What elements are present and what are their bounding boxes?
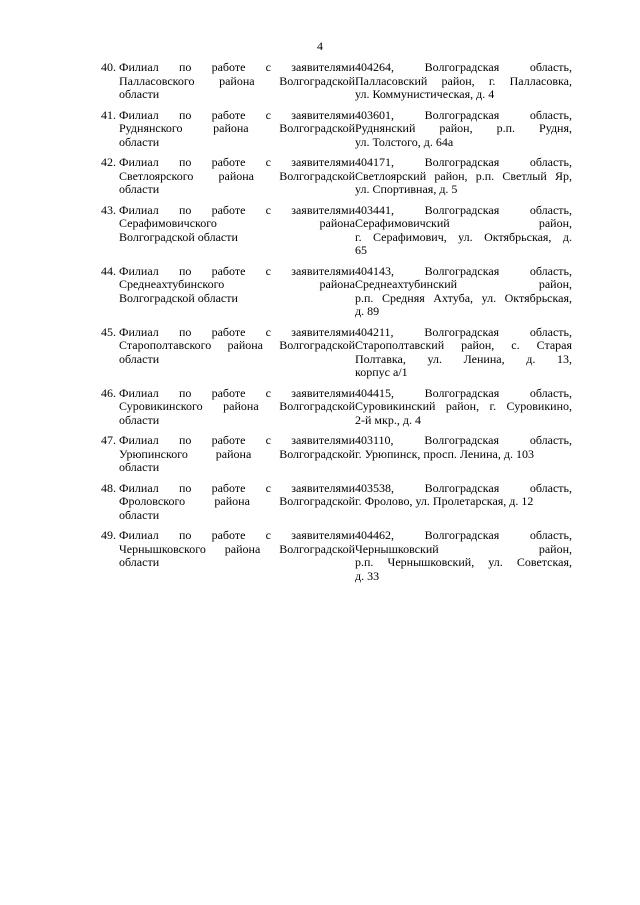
item-number: 41.: [101, 107, 116, 122]
item-number: 44.: [101, 263, 116, 278]
branch-address-line: г. Фролово, ул. Пролетарская, д. 12: [355, 495, 534, 508]
list-item: [84, 156, 574, 197]
branch-address-line: 403110, Волгоградская область,: [355, 434, 572, 447]
list-item: [84, 204, 574, 258]
branch-name-line: Филиал по работе с заявителями: [119, 529, 355, 542]
page-number: 4: [317, 39, 323, 53]
branch-name-line: области: [119, 556, 160, 569]
branch-address: [355, 387, 572, 428]
branch-address: [355, 109, 572, 150]
list-item: [84, 326, 574, 380]
branch-address-line: 404415, Волгоградская область,: [355, 386, 572, 400]
branch-address-line: 403538, Волгоградская область,: [355, 481, 572, 495]
branch-address-line: 403601, Волгоградская область,: [355, 108, 572, 122]
branch-address-line: 404462, Волгоградская область,: [355, 529, 572, 542]
branch-name-line: области: [119, 508, 160, 522]
branch-list: [84, 61, 574, 590]
branch-address-line: ул. Толстого, д. 64а: [355, 135, 454, 149]
branch-name-line: Старополтавского района Волгоградской: [119, 339, 355, 352]
branch-name-line: области: [119, 461, 160, 474]
branch-name-line: Светлоярского района Волгоградской: [119, 169, 355, 183]
item-number: 42.: [101, 155, 116, 169]
branch-name-line: Филиал по работе с заявителями: [119, 203, 355, 217]
branch-address-line: д. 89: [355, 305, 380, 318]
branch-address: [355, 265, 572, 319]
branch-address-line: 2-й мкр., д. 4: [355, 413, 421, 427]
branch-address-line: Светлоярский район, р.п. Светлый Яр,: [355, 169, 572, 183]
branch-address: [355, 204, 572, 258]
list-item: [84, 265, 574, 319]
branch-address-line: 404143, Волгоградская область,: [355, 264, 572, 278]
branch-address-line: 403441, Волгоградская область,: [355, 203, 572, 217]
branch-address: [355, 482, 572, 523]
branch-name: [119, 482, 355, 523]
branch-address-line: Палласовский район, г. Палласовка,: [355, 74, 572, 88]
branch-name-line: Фроловского района Волгоградской: [119, 495, 355, 508]
branch-address-line: 65: [355, 244, 367, 257]
branch-name-line: Филиал по работе с заявителями: [119, 481, 355, 495]
list-item: [84, 434, 574, 475]
item-number: 40.: [101, 60, 116, 74]
list-item: [84, 529, 574, 583]
branch-address-line: г. Серафимович, ул. Октябрьская, д.: [355, 230, 572, 244]
branch-name: [119, 204, 355, 258]
branch-name-line: Волгоградской области: [119, 230, 238, 244]
branch-address: [355, 61, 572, 102]
branch-address-line: 404211, Волгоградская область,: [355, 325, 572, 339]
branch-name: [119, 326, 355, 380]
branch-name: [119, 387, 355, 428]
branch-name: [119, 265, 355, 319]
item-number: 46.: [101, 385, 116, 400]
branch-name-line: области: [119, 135, 160, 149]
branch-address-line: Полтавка, ул. Ленина, д. 13,: [355, 352, 572, 366]
branch-name-line: области: [119, 352, 160, 366]
branch-name-line: Филиал по работе с заявителями: [119, 108, 355, 122]
branch-name-line: Палласовского района Волгоградской: [119, 74, 355, 88]
branch-address-line: корпус а/1: [355, 366, 408, 379]
branch-name-line: Урюпинского района Волгоградской: [119, 447, 355, 461]
list-item: [84, 387, 574, 428]
item-number: 45.: [101, 324, 116, 339]
item-number: 48.: [101, 480, 116, 495]
branch-name: [119, 529, 355, 583]
branch-name: [119, 434, 355, 475]
branch-name-line: Филиал по работе с заявителями: [119, 325, 355, 339]
item-number: 43.: [101, 202, 116, 217]
branch-address-line: ул. Коммунистическая, д. 4: [355, 88, 495, 101]
branch-address: [355, 529, 572, 583]
branch-address-line: Суровикинский район, г. Суровикино,: [355, 400, 572, 413]
branch-name: [119, 61, 355, 102]
list-item: [84, 61, 574, 102]
branch-address-line: г. Урюпинск, просп. Ленина, д. 103: [355, 447, 534, 461]
branch-name-line: Среднеахтубинского района: [119, 278, 355, 291]
branch-address-line: д. 33: [355, 569, 380, 583]
branch-address-line: Серафимовичский район,: [355, 217, 572, 230]
branch-name: [119, 109, 355, 150]
list-item: [84, 482, 574, 523]
item-number: 49.: [101, 528, 116, 542]
branch-name-line: Филиал по работе с заявителями: [119, 434, 355, 447]
branch-address-line: Руднянский район, р.п. Рудня,: [355, 122, 572, 135]
branch-name-line: Чернышковского района Волгоградской: [119, 542, 355, 556]
branch-name-line: Филиал по работе с заявителями: [119, 61, 355, 74]
branch-address-line: Старополтавский район, с. Старая: [355, 339, 572, 352]
branch-address-line: р.п. Чернышковский, ул. Советская,: [355, 556, 572, 569]
list-item: [84, 109, 574, 150]
branch-address-line: Чернышковский район,: [355, 542, 572, 556]
branch-address-line: 404264, Волгоградская область,: [355, 61, 572, 74]
branch-name-line: Филиал по работе с заявителями: [119, 264, 355, 278]
branch-name-line: Серафимовичского района: [119, 217, 355, 230]
branch-address-line: 404171, Волгоградская область,: [355, 156, 572, 169]
branch-address-line: ул. Спортивная, д. 5: [355, 183, 458, 196]
branch-address-line: Среднеахтубинский район,: [355, 278, 572, 291]
branch-name-line: области: [119, 88, 160, 101]
branch-name-line: области: [119, 183, 160, 196]
branch-address: [355, 326, 572, 380]
item-number: 47.: [101, 433, 116, 447]
branch-name-line: Суровикинского района Волгоградской: [119, 400, 355, 413]
branch-name-line: области: [119, 413, 160, 427]
branch-name: [119, 156, 355, 197]
branch-name-line: Волгоградской области: [119, 291, 238, 305]
branch-address-line: р.п. Средняя Ахтуба, ул. Октябрьская,: [355, 291, 572, 305]
branch-address: [355, 156, 572, 197]
branch-name-line: Филиал по работе с заявителями: [119, 156, 355, 169]
branch-name-line: Филиал по работе с заявителями: [119, 386, 355, 400]
branch-name-line: Руднянского района Волгоградской: [119, 122, 355, 135]
branch-address: [355, 434, 572, 475]
